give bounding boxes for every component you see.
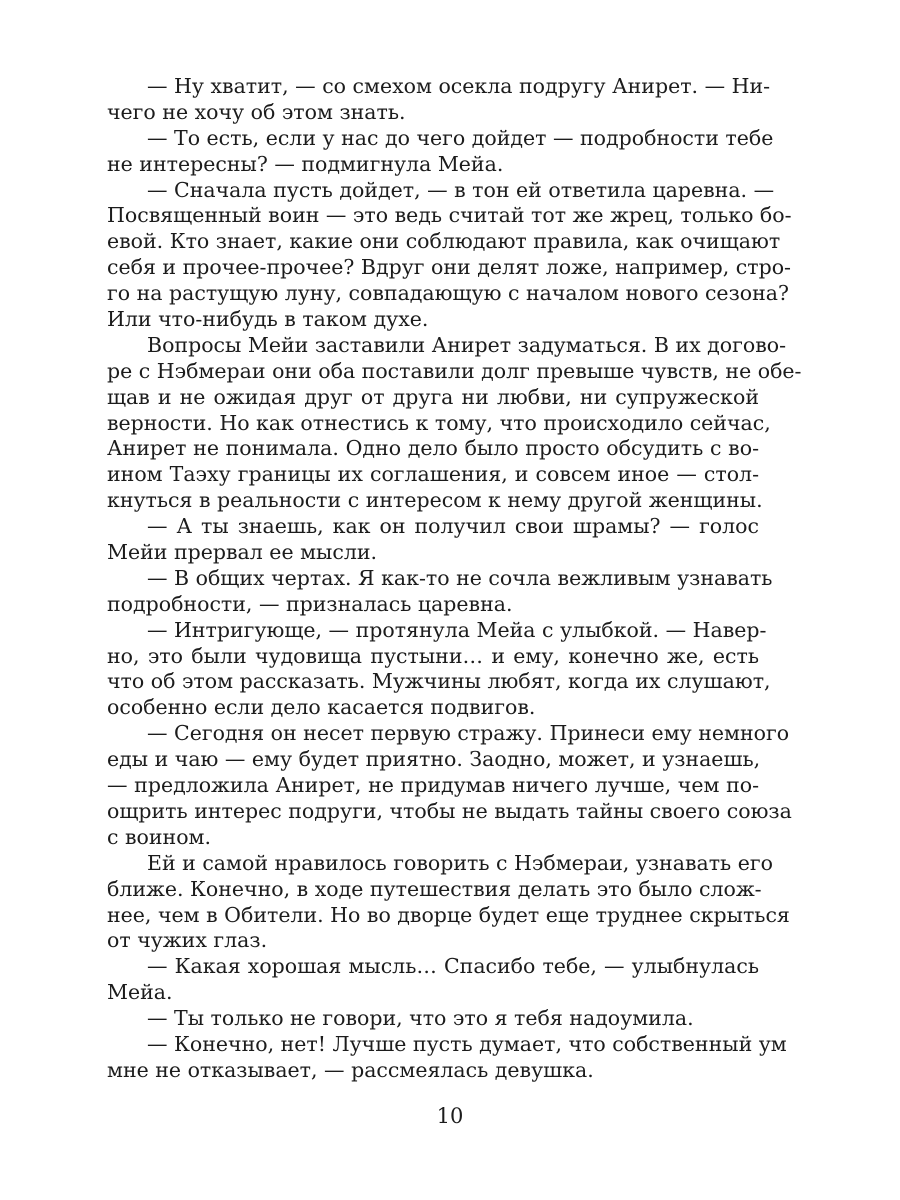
text-line: Или что-нибудь в таком духе. bbox=[107, 307, 429, 332]
page-number: 10 bbox=[436, 1104, 464, 1128]
text-line: — Сначала пусть дойдет, — в тон ей ответила царевна. — bbox=[147, 177, 775, 202]
text-line: Посвященный воин — это ведь считай тот же жрец, только бо- bbox=[107, 203, 792, 228]
text-line: ощрить интерес подруги, чтобы не выдать тайны своего союза bbox=[107, 798, 792, 823]
paragraph bbox=[107, 177, 792, 333]
text-line: — Сегодня он несет первую стражу. Принеси ему немного bbox=[147, 721, 790, 746]
paragraph bbox=[107, 125, 774, 178]
paragraph bbox=[107, 617, 771, 722]
paragraph bbox=[107, 850, 790, 955]
text-line: не интересны? — подмигнула Мейа. bbox=[107, 151, 504, 176]
text-line: чего не хочу об этом знать. bbox=[107, 99, 406, 124]
text-line: от чужих глаз. bbox=[107, 928, 268, 953]
text-line: — Какая хорошая мысль… Спасибо тебе, — улыбнулась bbox=[147, 954, 759, 979]
paragraph bbox=[107, 514, 759, 566]
text-line: еды и чаю — ему будет приятно. Заодно, может, и узнаешь, bbox=[107, 747, 761, 772]
text-line: Мейи прервал ее мысли. bbox=[107, 540, 378, 565]
body-text bbox=[107, 74, 802, 1084]
paragraph bbox=[107, 565, 773, 618]
paragraph bbox=[107, 1006, 759, 1032]
text-line: — Интригующе, — протянула Мейа с улыбкой. — Навер- bbox=[147, 617, 767, 642]
text-line: ближе. Конечно, в ходе путешествия делать это было слож- bbox=[107, 876, 762, 901]
text-line: ре с Нэбмераи они оба поставили долг превыше чувств, не обе- bbox=[107, 358, 802, 383]
text-line: подробности, — призналась царевна. bbox=[107, 591, 513, 616]
text-line: щав и не ожидая друг от друга ни любви, ни супружеской bbox=[107, 384, 759, 409]
text-line: — предложила Анирет, не придумав ничего лучше, чем по- bbox=[107, 773, 759, 798]
text-line: с воином. bbox=[107, 824, 212, 849]
text-line: Ей и самой нравилось говорить с Нэбмераи, узнавать его bbox=[147, 850, 773, 875]
text-line: но, это были чудовища пустыни… и ему, конечно же, есть bbox=[107, 643, 759, 668]
text-line: Мейа. bbox=[107, 980, 173, 1005]
text-line: го на растущую луну, совпадающую с началом нового сезона? bbox=[107, 281, 789, 306]
text-line: верности. Но как отнестись к тому, что происходило сейчас, bbox=[107, 410, 771, 435]
paragraph bbox=[107, 332, 802, 514]
text-line: — Ну хватит, — со смехом осекла подругу Анирет. — Ни- bbox=[147, 74, 771, 98]
paragraph bbox=[107, 1031, 787, 1084]
paragraph bbox=[107, 954, 759, 1006]
text-line: ином Таэху границы их соглашения, и совсем иное — стол- bbox=[107, 462, 759, 487]
text-line: особенно если дело касается подвигов. bbox=[107, 695, 536, 720]
text-line: мне не отказывает, — рассмеялась девушка. bbox=[107, 1057, 594, 1082]
text-line: себя и прочее-прочее? Вдруг они делят ложе, например, стро- bbox=[107, 255, 791, 280]
text-line: Вопросы Мейи заставили Анирет задуматься. В их догово- bbox=[147, 332, 787, 357]
text-line: — То есть, если у нас до чего дойдет — подробности тебе bbox=[147, 125, 774, 150]
text-line: — Ты только не говори, что это я тебя надоумила. bbox=[147, 1006, 694, 1031]
text-line: кнуться в реальности с интересом к нему другой женщины. bbox=[107, 488, 763, 513]
text-line: что об этом рассказать. Мужчины любят, когда их слушают, bbox=[107, 669, 771, 694]
paragraph bbox=[107, 721, 792, 850]
text-line: — В общих чертах. Я как-то не сочла вежливым узнавать bbox=[147, 565, 773, 590]
text-line: евой. Кто знает, какие они соблюдают правила, как очищают bbox=[107, 229, 781, 254]
text-line: — Конечно, нет! Лучше пусть думает, что собственный ум bbox=[147, 1031, 787, 1056]
text-line: нее, чем в Обители. Но во дворце будет еще труднее скрыться bbox=[107, 902, 790, 927]
text-line: Анирет не понимала. Одно дело было просто обсудить с во- bbox=[107, 436, 759, 461]
text-line: — А ты знаешь, как он получил свои шрамы? — голос bbox=[147, 514, 759, 539]
paragraph bbox=[107, 74, 771, 126]
